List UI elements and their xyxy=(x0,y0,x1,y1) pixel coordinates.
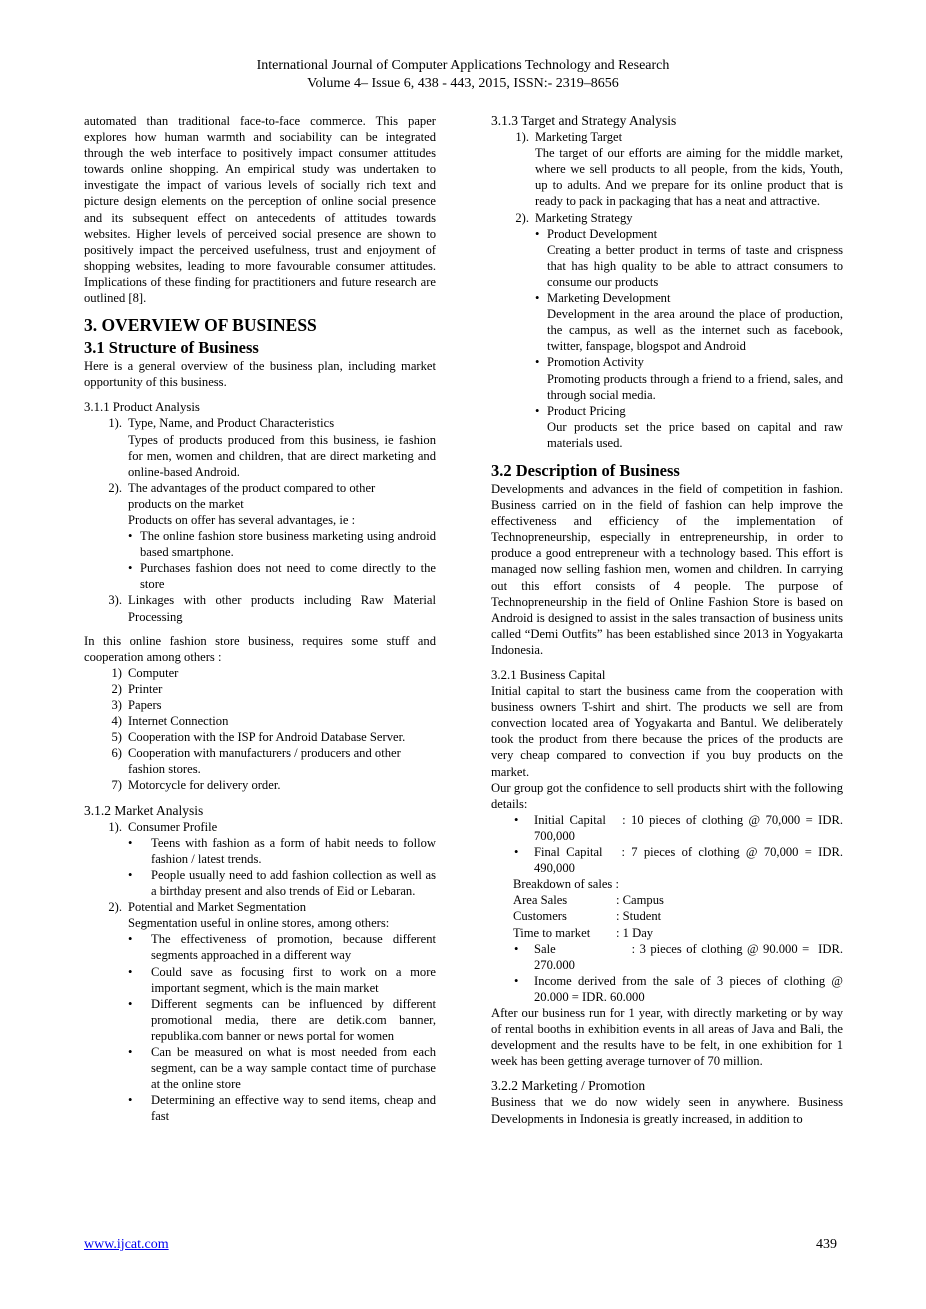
journal-header: International Journal of Computer Applications Technology and Research xyxy=(256,58,670,73)
consumer-profile-bullets xyxy=(84,835,436,899)
bullet-item: • Could save as focusing first to work on a more important segment, which is the main market xyxy=(128,964,436,995)
list-item: 1). Marketing Target The target of our efforts are aiming for the middle market, where we sell products to all people, from the kids, Youth, up to adults. And we prepare for its online product that is ready to pack in packaging that has a neat and attractive. xyxy=(515,130,843,209)
list-item: 2). Marketing Strategy xyxy=(515,210,633,225)
subsubsection-heading: 3.1.2 Market Analysis xyxy=(84,802,204,818)
list-item: 1). Type, Name, and Product Characteristics Types of products produced from this business, ie fashion for men, women and children, that are direct marketing and online-based Android. xyxy=(108,416,436,479)
list-item: 2). Potential and Market Segmentation xyxy=(108,900,307,915)
list-item: 2). The advantages of the product compared to other products on the market Products on offer has several advantages, ie : xyxy=(108,480,376,527)
sales-breakdown xyxy=(491,892,843,940)
right-column: 3.1.3 Target and Strategy Analysis 1). Marketing Target The target of our efforts are aiming for the middle market, where we sell products to all people, from the kids, Youth, up to adults. And we prepare for its online product that is ready to pack in packaging that has a neat and attractive. 2). Marketing Strategy • Product Development Creating a better product in terms of taste and crispness that has high quality to be able to attract consumers to consume our products • Marketing Development Development in the area around the place of production, the campus, as well as the internet such as facebook, twitter, fanspage, blogspot and Android • Promotion Activity Promoting products through a friend to a friend, sales, and through social media. • Product Pricing Our products set the price based on capital and raw materials used. 3.2 Description of Business Developments and advances in the field of competition in fashion. Business carried on in the field of fashion can help improve the effectiveness and efficiency of the implementation of Technopreneurship, especially in entrepreneurship, in order to produce a good entrepreneur with a technology based. This effort is managed now selling fashion men, women and children. In carrying out this effort consists of 4 people. The purpose of Technopreneurship in the field of Online Fashion Store is based on Android is designed to assist in the sales transaction of business units called “Demi Outfits” has been established since 2013 in Yogyakarta Indonesia. 3.2.1 Business Capital Initial capital to start the business came from the cooperation with business owners T-shirt and shirt. The products we sell are from convection located area of Yogyakarta and Bantul. We deliberately took the product from there because the prices of the products are very cheap compared to convection if you buy products on the market. Our group got the confidence to sell products shirt with the following details: • Initial Capital : 10 pieces of clothing @ 70,000 = IDR. 700,000 • Final Capital : 7 pieces of clothing @ 70,000 = IDR. 490,000 Breakdown of sales : Area Sales : Campus Customers : Student Time to market : 1 Day • Sale : 3 pieces of clothing @ 90.000 = IDR. 270.000 • Income derived from the sale of 3 pieces of clothing @ 20.000 = IDR. 60.000 After our business run for 1 year, with directly marketing or by way of rental booths in exhibition events in all areas of Java and Bali, the development and the results have to be felt, in one exhibition for 1 week has been getting average turnover of 70 million. 3.2.2 Marketing / Promotion Business that we do now widely seen in anywhere. Business Developments in Indonesia is greatly increased, in addition to xyxy=(491,113,847,1126)
paragraph: Initial capital to start the business came from the cooperation with business owners T-shirt and shirt. The products we sell are from convection located area of Yogyakarta and Bantul. We deliberately took the product from there because the prices of the products are very cheap compared to convection if you buy products on the market. xyxy=(491,684,843,779)
breakdown-row: Time to market : 1 Day xyxy=(513,925,654,940)
bullet-item: • People usually need to add fashion collection as well as a birthday present and also trends of Eid or Lebaran. xyxy=(128,867,436,899)
bullet-item: • Determining an effective way to send items, cheap and fast xyxy=(128,1093,436,1124)
journal-website-link[interactable]: www.ijcat.com xyxy=(84,1237,169,1252)
strategy-item: • Product Pricing Our products set the price based on capital and raw materials used. xyxy=(535,403,843,450)
paragraph: In this online fashion store business, requires some stuff and cooperation among others : xyxy=(84,633,436,664)
strategy-list xyxy=(491,226,843,451)
section-heading: 3. OVERVIEW OF BUSINESS xyxy=(84,315,317,336)
list-item: 1). Consumer Profile xyxy=(108,819,218,834)
bullet-item: • Can be measured on what is most needed from each segment, can be a way sample contact time of purchase at the online store xyxy=(128,1044,436,1092)
paragraph: Business that we do now widely seen in anywhere. Business Developments in Indonesia is greatly increased, in addition to xyxy=(491,1095,843,1126)
breakdown-row: Area Sales : Campus xyxy=(513,893,664,908)
list-item: 3). Linkages with other products including Raw Material Processing xyxy=(108,593,436,624)
subsubsection-heading: 3.1.1 Product Analysis xyxy=(84,400,200,415)
left-column: automated than traditional face-to-face commerce. This paper explores how human warmth and sociability can be integrated through the web interface to positively impact consumer attitudes towards online shopping. An empirical study was undertaken to investigate the impact of various levels of socially rich text and picture design elements on the perception of online social presence and its subsequent effect on antecedents of attitudes towards websites. Higher levels of perceived social presence are shown to positively impact the perceived usefulness, trust and enjoyment of shopping websites, leading to more favourable consumer attitudes. Implications of these finding for practitioners and future research are outlined [8]. 3. OVERVIEW OF BUSINESS 3.1 Structure of Business Here is a general overview of the business plan, including market opportunity of this business. 3.1.1 Product Analysis 1). Type, Name, and Product Characteristics Types of products produced from this business, ie fashion for men, women and children, that are direct marketing and online-based Android. 2). The advantages of the product compared to other products on the market Products on offer has several advantages, ie : • The online fashion store business marketing using android based smartphone. • Purchases fashion does not need to come directly to the store 3). Linkages with other products including Raw Material Processing In this online fashion store business, requires some stuff and cooperation among others : 1) Computer 2) Printer 3) Papers 4) Internet Connection 5) Cooperation with the ISP for Android Database Server. 6) Cooperation with manufacturers / producers and other fashion stores. 7) Motorcycle for delivery order. 3.1.2 Market Analysis 1). Consumer Profile • Teens with fashion as a form of habit needs to follow fashion / latest trends. • People usually need to add fashion collection as well as a birthday present and also trends of Eid or Lebaran. 2). Potential and Market Segmentation Segmentation useful in online stores, among others: • The effectiveness of promotion, because different segments approached in a different way • Could save as focusing first to work on a more important segment, which is the main market • Different segments can be influenced by different promotional media, there are detik.com banner, republika.com banner or news portal for women • Can be measured on what is most needed from each segment, can be a way sample contact time of purchase at the online store • Determining an effective way to send items, cheap and fast xyxy=(84,114,436,1124)
paragraph: Here is a general overview of the business plan, including market opportunity of this business. xyxy=(84,359,436,390)
list-item: 2) Printer xyxy=(111,681,163,696)
strategy-item: • Promotion Activity Promoting products through a friend to a friend, sales, and through social media. xyxy=(535,355,843,402)
list-item: 6) Cooperation with manufacturers / producers and other fashion stores. xyxy=(111,746,401,777)
subsubsection-heading: 3.1.3 Target and Strategy Analysis xyxy=(491,113,677,128)
bullet-item: • The online fashion store business marketing using android based smartphone. xyxy=(128,529,436,560)
list-item: 4) Internet Connection xyxy=(111,714,229,729)
intro-paragraph: automated than traditional face-to-face commerce. This paper explores how human warmth and sociability can be integrated through the web interface to positively impact consumer attitudes towards online shopping. An empirical study was undertaken to investigate the impact of various levels of socially rich text and picture design elements on the perception of online social presence and its subsequent effect on antecedents of attitudes towards websites. Higher levels of perceived social presence are shown to positively impact the perceived usefulness, trust and enjoyment of shopping websites, leading to more favourable consumer attitudes. Implications of these finding for practitioners and future research are outlined [8]. xyxy=(84,114,436,306)
paragraph: Developments and advances in the field of competition in fashion. Business carried on in the field of fashion can help improve the effectiveness and efficiency of the implementation of Technopreneurship, especially in entrepreneurship, in order to produce a good entrepreneur with a technology based. This effort is managed now selling fashion men, women and children. In carrying out this effort consists of 4 people. The purpose of Technopreneurship in the field of Online Fashion Store is based on Android is designed to assist in the sales transaction of business units called “Demi Outfits” has been established since 2013 in Yogyakarta Indonesia. xyxy=(491,481,843,657)
bullet-item: • Purchases fashion does not need to come directly to the store xyxy=(128,561,436,592)
bullet-item: • Teens with fashion as a form of habit needs to follow fashion / latest trends. xyxy=(128,835,436,866)
strategy-item: • Product Development Creating a better product in terms of taste and crispness that has high quality to be able to attract consumers to consume our products xyxy=(535,226,843,289)
breakdown-row: Customers : Student xyxy=(513,909,662,924)
paragraph: Our group got the confidence to sell products shirt with the following details: xyxy=(491,780,843,811)
bullet-item: • The effectiveness of promotion, because different segments approached in a different way xyxy=(128,932,436,963)
requirements-list xyxy=(84,665,436,794)
bullet-item: • Sale : 3 pieces of clothing @ 90.000 = IDR. 270.000 xyxy=(514,941,847,972)
list-item: 5) Cooperation with the ISP for Android Database Server. xyxy=(111,730,406,745)
page-number: 439 xyxy=(816,1237,837,1252)
list-item: 7) Motorcycle for delivery order. xyxy=(111,778,281,793)
bullet-item: • Initial Capital : 10 pieces of clothing @ 70,000 = IDR. 700,000 xyxy=(514,812,847,843)
segmentation-bullets xyxy=(84,931,436,1124)
strategy-item: • Marketing Development Development in the area around the place of production, the campus, as well as the internet such as facebook, twitter, fanspage, blogspot and Android xyxy=(535,291,843,354)
bullet-item: • Income derived from the sale of 3 pieces of clothing @ 20.000 = IDR. 60.000 xyxy=(514,973,843,1004)
subsubsection-heading: 3.2.1 Business Capital xyxy=(491,668,606,682)
bullet-item: • Final Capital : 7 pieces of clothing @ 70,000 = IDR. 490,000 xyxy=(514,845,847,876)
subsection-heading: 3.1 Structure of Business xyxy=(84,338,259,358)
journal-volume: Volume 4– Issue 6, 438 - 443, 2015, ISSN:- 2319–8656 xyxy=(307,76,619,91)
bullet-item: • Different segments can be influenced by different promotional media, there are detik.com banner, republika.com banner or news portal for women xyxy=(128,996,436,1043)
subsubsection-heading: 3.2.2 Marketing / Promotion xyxy=(491,1078,646,1094)
list-item: 3) Papers xyxy=(111,698,162,712)
list-item: 1) Computer xyxy=(111,665,179,680)
subsection-heading: 3.2 Description of Business xyxy=(491,460,680,480)
paragraph: After our business run for 1 year, with directly marketing or by way of rental booths in exhibition events in all areas of Java and Bali, the development and the results have to be felt, in one exhibition for 1 week has been getting average turnover of 70 million. xyxy=(491,1005,843,1069)
